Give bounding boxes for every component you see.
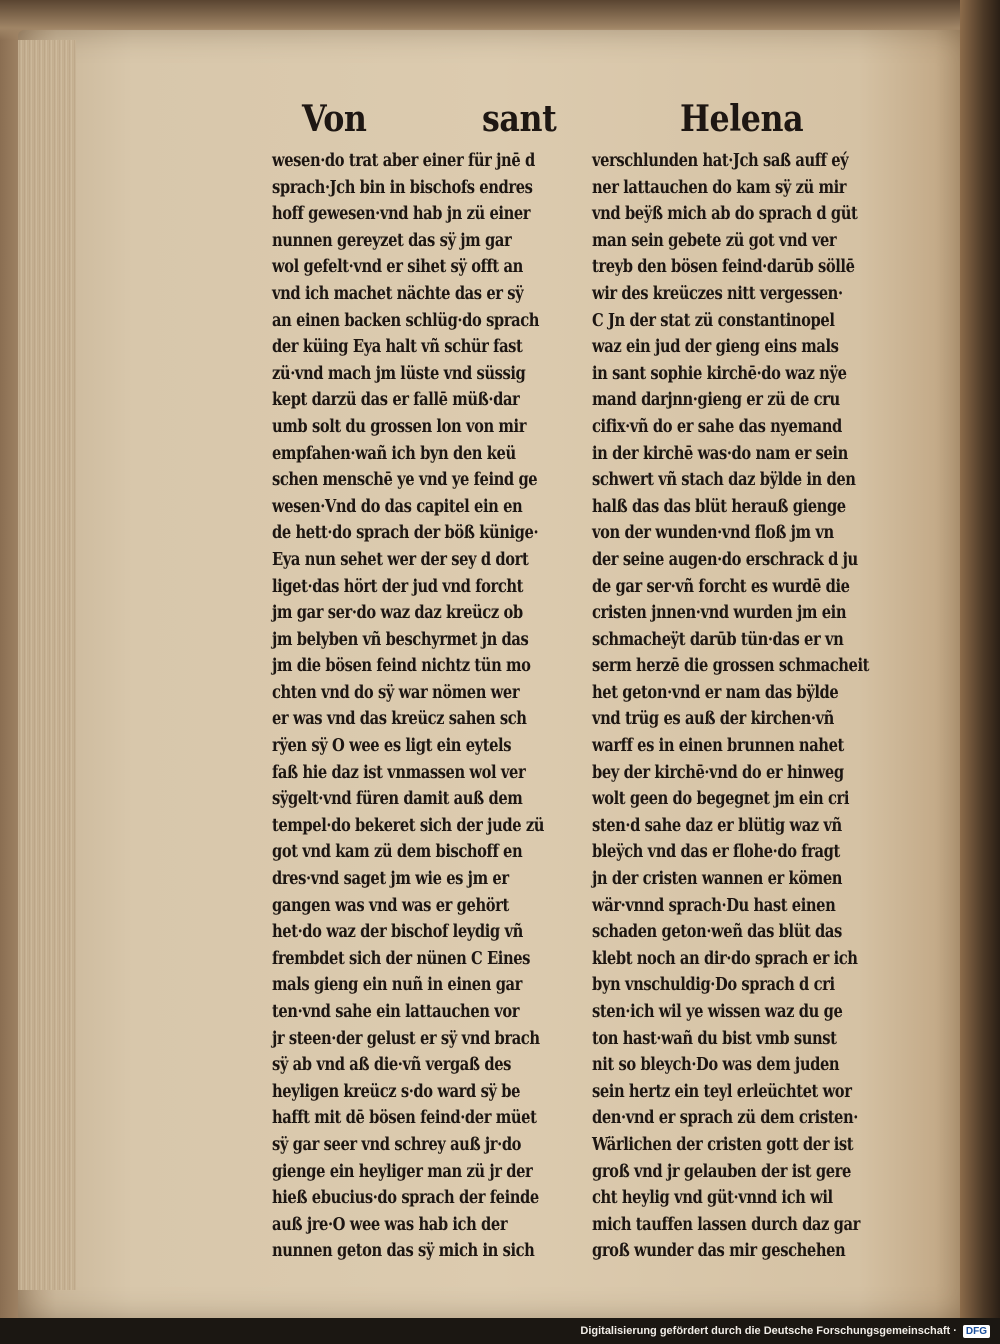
text-line: wesen·do trat aber einer für jnē d (272, 151, 535, 171)
text-line: wolt geen do begegnet jm ein cri (592, 789, 850, 810)
text-line: groß wunder das mir geschehen (592, 1241, 846, 1262)
footer-band (0, 1318, 1000, 1344)
text-line: mand darjnn·gieng er zü de cru (592, 390, 840, 411)
book-spine-shadow (960, 0, 1000, 1344)
text-line: Wärlichen der cristen gott der ist (592, 1134, 854, 1155)
text-line: man sein gebete zü got vnd ver (592, 230, 837, 251)
text-line: vnd trüg es auß der kirchen·vñ (592, 709, 834, 730)
text-line: hoff gewesen·vnd hab jn zü einer (272, 204, 531, 225)
text-line: waz ein jud der gieng eins mals (592, 337, 839, 358)
text-line: er was vnd das kreücz sahen sch (272, 709, 527, 730)
text-line: hafft mit dē bösen feind·der müet (272, 1108, 537, 1129)
text-line: mich tauffen lassen durch daz gar (592, 1214, 860, 1235)
text-line: sÿgelt·vnd füren damit auß dem (272, 789, 523, 810)
text-line: vnd beÿß mich ab do sprach d güt (592, 204, 858, 225)
text-line: sein hertz ein teyl erleüchtet wor (592, 1081, 852, 1102)
text-line: sÿ ab vnd aß die·vñ vergaß des (272, 1055, 512, 1076)
text-line: groß vnd jr gelauben der ist gere (592, 1161, 851, 1182)
dfg-logo: DFG (963, 1325, 990, 1338)
text-line: schwert vñ stach daz bÿlde in den (592, 470, 856, 491)
text-line: den·vnd er sprach zü dem cristen· (592, 1108, 858, 1129)
text-line: klebt noch an dir·do sprach er ich (592, 948, 858, 969)
text-column-right (592, 148, 887, 1265)
text-line: sÿ gar seer vnd schrey auß jr·do (272, 1134, 522, 1155)
text-line: in der kirchē was·do nam er sein (592, 443, 848, 464)
text-line: het·do waz der bischof leydig vñ (272, 922, 523, 943)
text-line: zü·vnd mach jm lüste vnd süssig (272, 363, 526, 384)
text-line: warff es in einen brunnen nahet (592, 736, 844, 757)
text-line: schmacheÿt darūb tün·das er vn (592, 629, 844, 650)
text-line: bey der kirchē·vnd do er hinweg (592, 762, 844, 783)
text-line: gienge ein heyliger man zü jr der (272, 1161, 533, 1182)
text-line: cristen jnnen·vnd wurden jm ein (592, 603, 847, 624)
text-line: auß jre·O wee was hab ich der (272, 1214, 508, 1235)
text-line: wär·vnnd sprach·Du hast einen (592, 895, 836, 916)
text-line: chten vnd do sÿ war nömen wer (272, 682, 520, 703)
text-line: nunnen geton das sÿ mich in sich (272, 1241, 535, 1262)
text-line: schaden geton·weñ das blüt das (592, 922, 842, 943)
text-line: nit so bleych·Do was dem juden (592, 1055, 840, 1076)
text-line: byn vnschuldig·Do sprach d cri (592, 975, 835, 996)
text-line: halß das das blüt herauß gienge (592, 496, 846, 517)
text-line: sprach·Jch bin in bischofs endres (272, 177, 533, 198)
text-line: verschlunden hat·Jch saß auff eý (592, 151, 849, 171)
text-line: liget·das hört der jud vnd forcht (272, 576, 524, 597)
text-line: an einen backen schlüg·do sprach (272, 310, 540, 331)
header-word-von: Von (302, 98, 367, 140)
page-fore-edge (18, 40, 76, 1290)
text-line: wol gefelt·vnd er sihet sÿ offt an (272, 257, 523, 278)
text-line: serm herzē die grossen schmacheit (592, 656, 870, 677)
text-line: Eya nun sehet wer der sey d dort (272, 549, 529, 570)
text-line: empfahen·wañ ich byn den keü (272, 443, 516, 464)
text-line: jn der cristen wannen er kömen (592, 869, 843, 890)
text-line: C Jn der stat zü constantinopel (592, 310, 835, 331)
text-line: schen menschē ye vnd ye feind ge (272, 470, 538, 491)
text-line: der küing Eya halt vñ schür fast (272, 337, 523, 358)
text-line: bleÿch vnd das er flohe·do fragt (592, 842, 840, 863)
text-line: heyligen kreücz s·do ward sÿ be (272, 1081, 521, 1102)
text-line: kept darzü das er fallē müß·dar (272, 390, 520, 411)
text-line: de hett·do sprach der böß künige· (272, 523, 539, 544)
text-line: nunnen gereyzet das sÿ jm gar (272, 230, 512, 251)
text-line: in sant sophie kirchē·do waz nÿe (592, 363, 847, 384)
text-line: hieß ebucius·do sprach der feinde (272, 1188, 539, 1209)
text-line: vnd ich machet nächte das er sÿ (272, 283, 524, 304)
text-line: der seine augen·do erschrack d ju (592, 549, 858, 570)
text-line: frembdet sich der nünen C Eines (272, 948, 531, 969)
text-line: umb solt du grossen lon von mir (272, 416, 527, 437)
text-line: de gar ser·vñ forcht es wurdē die (592, 576, 850, 597)
text-line: sten·ich wil ye wissen waz du ge (592, 1002, 843, 1022)
text-line: dres·vnd saget jm wie es jm er (272, 869, 509, 890)
credit-text: Digitalisierung gefördert durch die Deutsche Forschungsgemeinschaft · (580, 1325, 957, 1337)
text-line: cifix·vñ do er sahe das nyemand (592, 416, 842, 437)
text-line: gangen was vnd was er gehört (272, 895, 509, 916)
text-line: rÿen sÿ O wee es ligt ein eytels (272, 736, 512, 757)
running-header (292, 98, 882, 146)
text-column-left (272, 148, 572, 1265)
text-line: sten·d sahe daz er blütig waz vñ (592, 815, 842, 836)
text-line: cht heylig vnd güt·vnnd ich wil (592, 1188, 833, 1209)
text-line: faß hie daz ist vnmassen wol ver (272, 762, 526, 783)
text-line: got vnd kam zü dem bischoff en (272, 842, 523, 863)
header-word-sant: sant (482, 98, 557, 140)
digitization-credit (580, 1322, 990, 1340)
text-line: treyb den bösen feind·darūb söllē (592, 257, 855, 278)
text-line: jm die bösen feind nichtz tün mo (272, 656, 531, 677)
text-line: tempel·do bekeret sich der jude zü (272, 815, 545, 836)
header-word-helena: Helena (680, 98, 804, 140)
text-line: wesen·Vnd do das capitel ein en (272, 496, 523, 517)
text-line: ten·vnd sahe ein lattauchen vor (272, 1002, 520, 1022)
text-line: mals gieng ein nuñ in einen gar (272, 975, 522, 996)
text-line: het geton·vnd er nam das bÿlde (592, 682, 839, 703)
text-line: wir des kreüczes nitt vergessen· (592, 283, 843, 304)
text-line: ton hast·wañ du bist vmb sunst (592, 1028, 837, 1049)
text-line: jm belyben vñ beschyrmet jn das (272, 629, 529, 650)
text-line: von der wunden·vnd floß jm vn (592, 523, 834, 544)
text-line: jm gar ser·do waz daz kreücz ob (272, 603, 523, 624)
text-line: ner lattauchen do kam sÿ zü mir (592, 177, 847, 198)
text-line: jr steen·der gelust er sÿ vnd brach (272, 1028, 540, 1049)
